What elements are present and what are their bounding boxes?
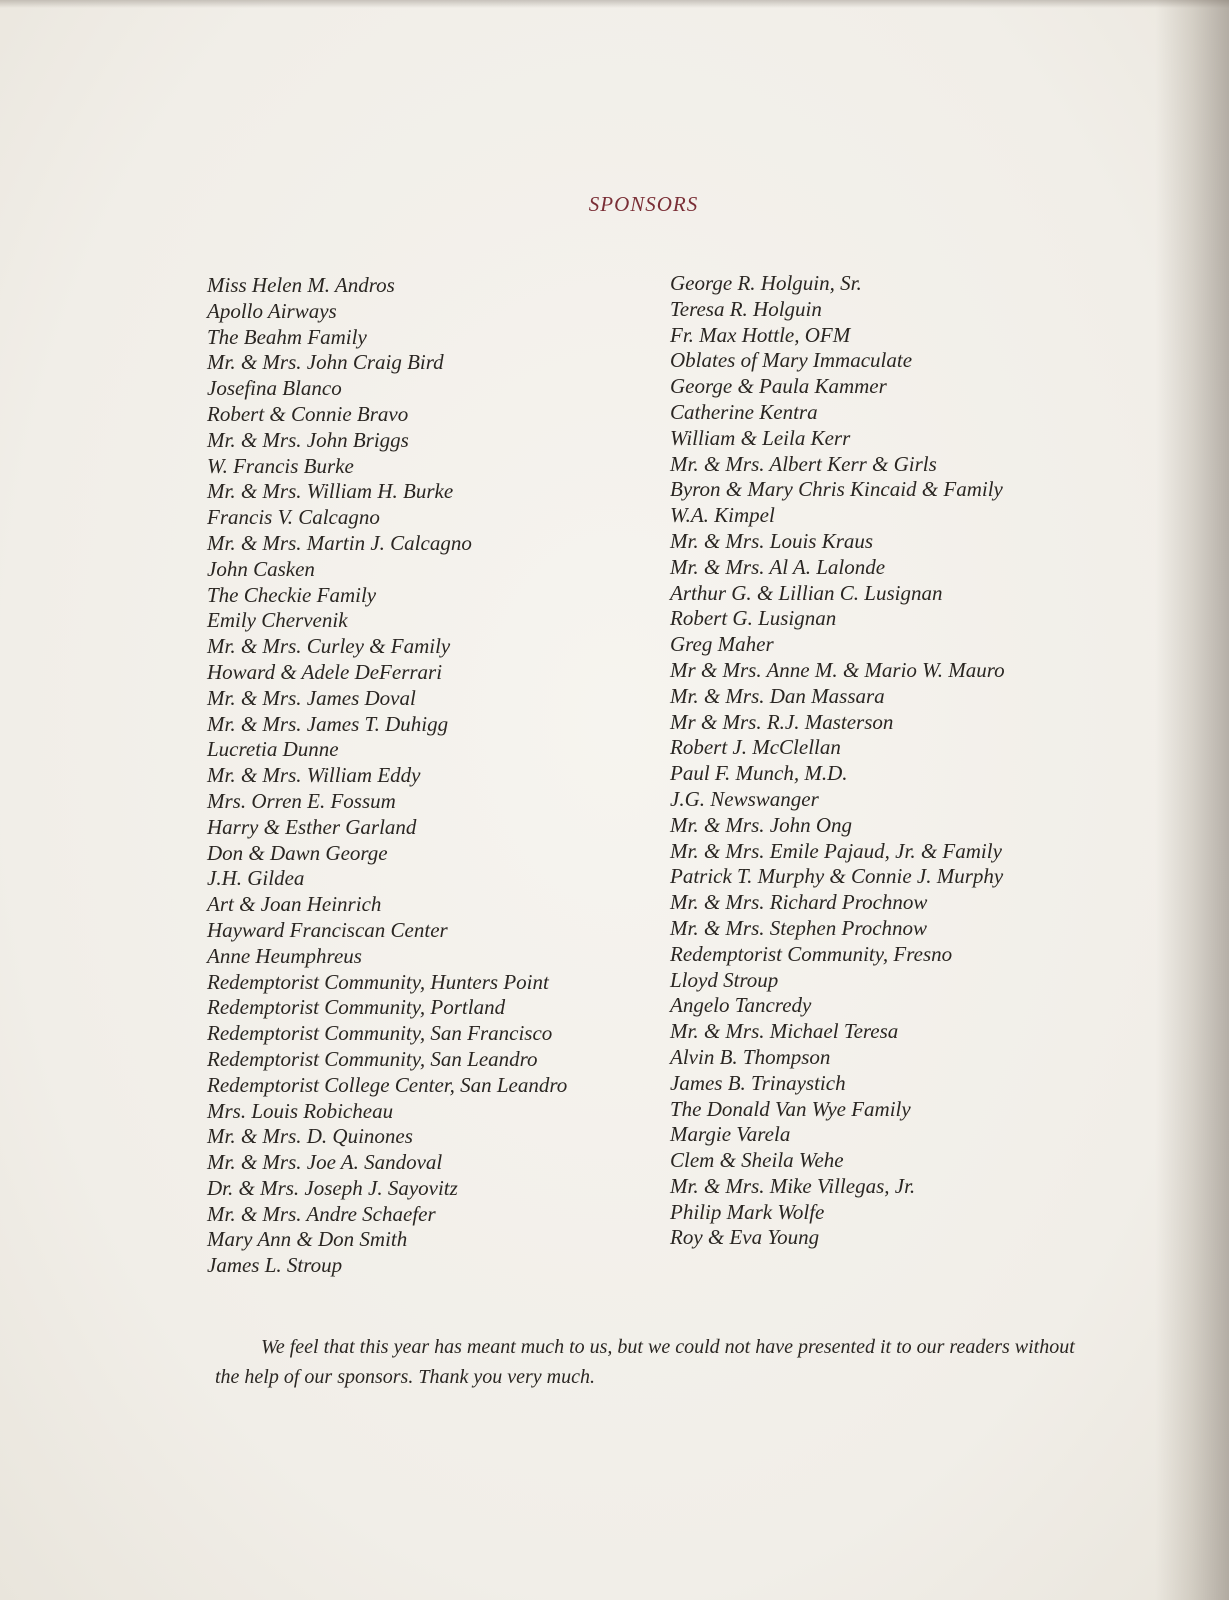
sponsor-name: Redemptorist Community, San Leandro: [207, 1046, 538, 1071]
sponsor-name: W. Francis Burke: [207, 453, 354, 478]
sponsor-name: Mr. & Mrs. Dan Massara: [670, 683, 885, 708]
sponsor-name: George R. Holguin, Sr.: [670, 271, 862, 295]
sponsor-name: Robert G. Lusignan: [670, 606, 837, 631]
sponsor-name: J.G. Newswanger: [670, 786, 819, 811]
sponsor-name: Robert & Connie Bravo: [207, 401, 409, 426]
sponsor-list-left: [207, 273, 567, 1279]
sponsor-name: Mary Ann & Don Smith: [207, 1227, 408, 1252]
sponsor-name: Margie Varela: [670, 1122, 791, 1147]
sponsor-name: Mr. & Mrs. William H. Burke: [207, 479, 454, 504]
sponsor-name: Mr. & Mrs. Emile Pajaud, Jr. & Family: [670, 838, 1002, 863]
sponsor-name: Mr. & Mrs. Andre Schaefer: [207, 1201, 436, 1226]
sponsor-name: Mr. & Mrs. Richard Prochnow: [670, 890, 928, 915]
sponsor-name: Mr. & Mrs. Albert Kerr & Girls: [670, 451, 937, 476]
sponsor-name: Mr. & Mrs. Joe A. Sandoval: [207, 1150, 443, 1175]
sponsor-name: Mrs. Orren E. Fossum: [207, 788, 396, 813]
sponsor-name: Hayward Franciscan Center: [207, 917, 448, 942]
sponsor-name: Don & Dawn George: [207, 840, 388, 865]
sponsor-name: Mr. & Mrs. James Doval: [207, 685, 416, 710]
sponsor-name: Dr. & Mrs. Joseph J. Sayovitz: [207, 1175, 458, 1200]
sponsor-name: Roy & Eva Young: [670, 1225, 820, 1250]
sponsor-name: Mr. & Mrs. Stephen Prochnow: [670, 915, 928, 940]
sponsor-name: Mr. & Mrs. Michael Teresa: [670, 1019, 899, 1044]
sponsor-name: Lucretia Dunne: [207, 737, 339, 762]
sponsor-name: Redemptorist Community, Portland: [207, 995, 506, 1020]
sponsor-name: Mr. & Mrs. John Briggs: [207, 427, 409, 452]
sponsor-name: Francis V. Calcagno: [207, 505, 380, 530]
sponsor-name: Redemptorist Community, Hunters Point: [207, 969, 549, 994]
closing-paragraph: We feel that this year has meant much to us, but we could not have presented it to our readers without the help of our sponsors. Thank you very much.: [215, 1336, 1075, 1388]
sponsor-name: Fr. Max Hottle, OFM: [670, 322, 851, 347]
sponsor-name: Byron & Mary Chris Kincaid & Family: [670, 477, 1003, 502]
sponsor-name: George & Paula Kammer: [670, 374, 887, 399]
sponsor-name: Oblates of Mary Immaculate: [670, 348, 913, 373]
sponsor-name: Alvin B. Thompson: [670, 1044, 831, 1069]
sponsor-name: Miss Helen M. Andros: [207, 273, 395, 297]
sponsor-name: Mr. & Mrs. John Ong: [670, 812, 852, 837]
sponsor-name: Emily Chervenik: [207, 608, 348, 633]
sponsor-name: Redemptorist College Center, San Leandro: [207, 1072, 568, 1097]
sponsor-name: The Checkie Family: [207, 582, 377, 607]
sponsor-name: Lloyd Stroup: [670, 967, 779, 992]
sponsor-name: Mr. & Mrs. D. Quinones: [207, 1124, 413, 1149]
sponsor-name: Angelo Tancredy: [670, 993, 812, 1018]
sponsor-name: Harry & Esther Garland: [207, 814, 417, 839]
page-top-edge: [0, 0, 1229, 8]
sponsor-name: W.A. Kimpel: [670, 503, 775, 528]
sponsor-name: Mr. & Mrs. Al A. Lalonde: [670, 554, 886, 579]
sponsor-name: Teresa R. Holguin: [670, 296, 822, 321]
sponsor-name: Mrs. Louis Robicheau: [207, 1098, 394, 1123]
sponsor-name: Robert J. McClellan: [670, 735, 841, 760]
sponsor-name: Paul F. Munch, M.D.: [670, 761, 848, 786]
sponsor-name: James B. Trinaystich: [670, 1070, 846, 1095]
sponsor-name: Greg Maher: [670, 632, 774, 657]
sponsor-name: Mr. & Mrs. James T. Duhigg: [207, 711, 449, 736]
sponsor-name: William & Leila Kerr: [670, 425, 851, 450]
sponsor-name: Mr. & Mrs. Louis Kraus: [670, 528, 874, 553]
sponsor-name: Catherine Kentra: [670, 399, 818, 424]
sponsor-name: Mr. & Mrs. John Craig Bird: [207, 350, 444, 375]
sponsor-name: John Casken: [207, 556, 315, 581]
sponsor-name: Mr & Mrs. R.J. Masterson: [670, 709, 894, 734]
sponsor-name: Philip Mark Wolfe: [670, 1199, 825, 1224]
sponsor-name: Josefina Blanco: [207, 376, 342, 401]
sponsor-name: Mr. & Mrs. Curley & Family: [207, 634, 451, 659]
sponsor-name: Mr & Mrs. Anne M. & Mario W. Mauro: [670, 657, 1005, 682]
sponsor-name: Redemptorist Community, Fresno: [670, 941, 953, 966]
sponsor-name: Apollo Airways: [207, 298, 337, 323]
sponsor-name: Arthur G. & Lillian C. Lusignan: [670, 580, 943, 605]
sponsor-name: Anne Heumphreus: [207, 943, 362, 968]
sponsor-name: The Beahm Family: [207, 324, 367, 349]
sponsor-name: Patrick T. Murphy & Connie J. Murphy: [670, 864, 1004, 889]
sponsor-name: Art & Joan Heinrich: [207, 892, 382, 917]
sponsor-name: J.H. Gildea: [207, 866, 305, 891]
sponsor-list-right: [670, 271, 1005, 1251]
sponsor-name: Clem & Sheila Wehe: [670, 1148, 844, 1173]
sponsor-name: Mr. & Mrs. William Eddy: [207, 763, 421, 788]
sponsor-name: Mr. & Mrs. Mike Villegas, Jr.: [670, 1173, 916, 1198]
sponsor-name: Redemptorist Community, San Francisco: [207, 1021, 553, 1046]
page-title: SPONSORS: [588, 192, 699, 216]
sponsor-name: The Donald Van Wye Family: [670, 1096, 911, 1121]
sponsor-name: Mr. & Mrs. Martin J. Calcagno: [207, 530, 472, 555]
sponsor-name: Howard & Adele DeFerrari: [207, 659, 443, 684]
sponsor-name: James L. Stroup: [207, 1253, 343, 1278]
